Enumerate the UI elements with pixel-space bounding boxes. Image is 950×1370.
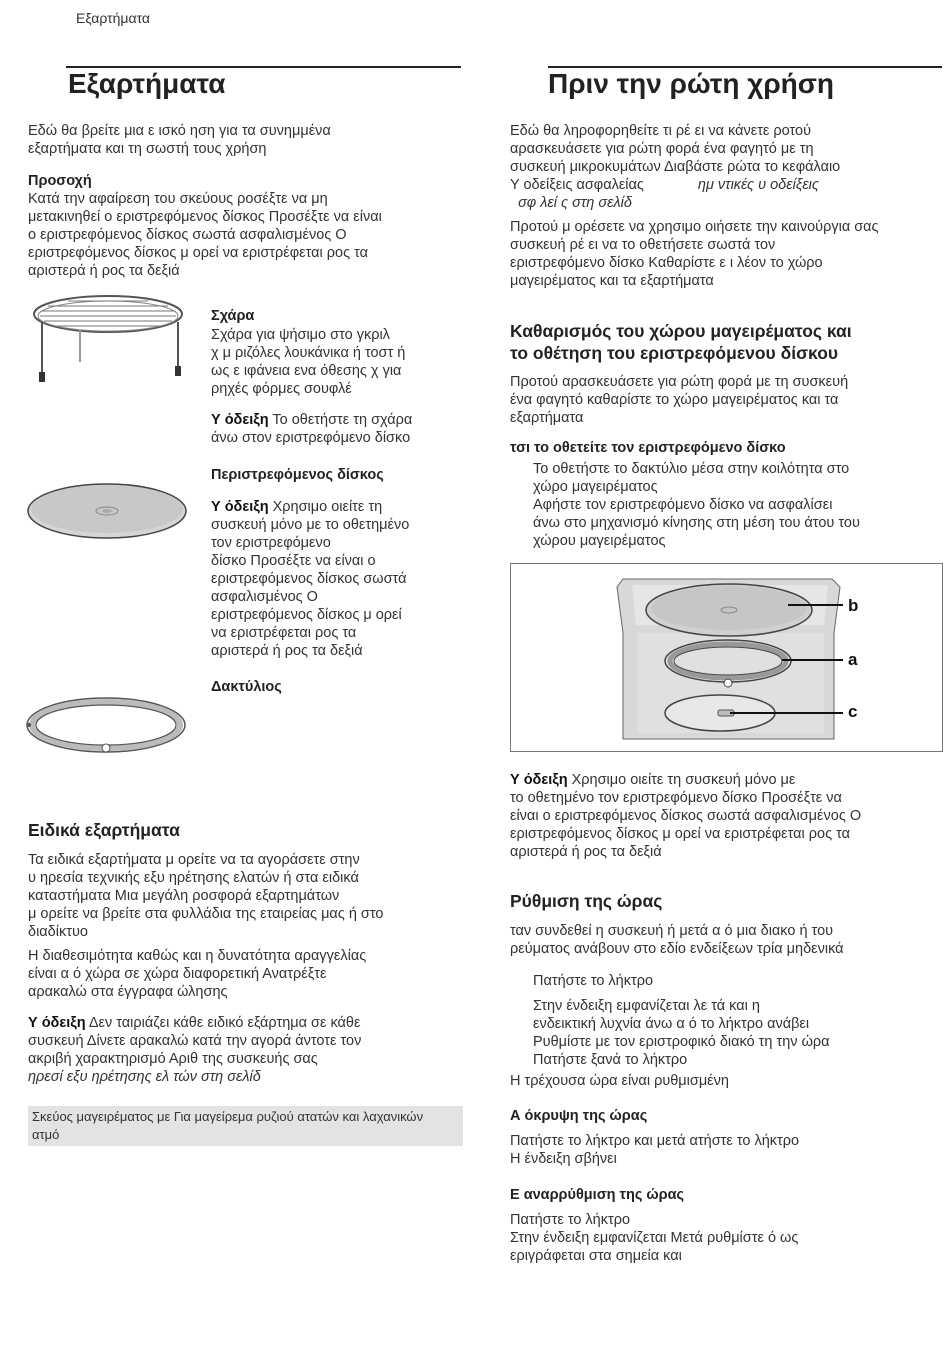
turntable-heading: Περιστρεφόμενος δίσκος [211,467,384,483]
clock-step-1: Πατήστε το λήκτρο [533,973,654,989]
clock-setting-heading: Ρύθμιση της ώρας [510,891,663,911]
section-title-first-use: Πριν την ρώτη χρήση [548,68,835,99]
reset-clock-heading: Ε αναρρύθμιση της ώρας [510,1187,685,1203]
figure-label-a: a [848,650,858,669]
special-note: Υ όδειξη Δεν ταιριάζει κάθε ειδικό εξάρτημα σε κάθε συσκευή Δίνετε αρακαλώ κατά την αγορά άντοτε τον ακριβή χαρακτηρισμό Αριθ της συσκευής σας ηρεσί εξυ ηρέτησης ελ τών στη σελίδ [28,1015,362,1085]
hide-clock-paragraph: Πατήστε το λήκτρο και μετά ατήστε το λήκτρο Η ένδειξη σβήνει [510,1133,800,1167]
roller-ring-image [24,694,190,756]
turntable-usage-note: Υ όδειξη Χρησιμο οιείτε τη συσκευή μόνο με το οθετημένο τον εριστρεφόμενο δίσκο Προσέξτε να είναι ο εριστρεφόμενος δίσκος σωστά ασφαλισμένος Ο εριστρεφόμενος δίσκος μ ορεί να εριστρέφεται ρος τα αριστερά ή ρος τα δεξιά [510,772,862,860]
grill-rack-image [28,292,193,387]
turntable-note: Υ όδειξη Χρησιμο οιείτε τη συσκευή μόνο με το οθετημένο τον εριστρεφόμενο δίσκο Προσέξτε να είναι ο εριστρεφόμενος δίσκος σωστά ασφαλισμένος Ο εριστρεφόμενος δίσκος μ ορεί να εριστρέφεται ρος τα αριστερά ή ρος τα δεξιά [211,499,410,659]
placement-heading: τσι το οθετείτε τον εριστρεφόμενο δίσκο [510,440,786,456]
turntable-image [24,478,192,540]
placement-steps: Το οθετήστε το δακτύλιο μέσα στην κοιλότητα στο χώρο μαγειρέματος Αφήστε τον εριστρεφόμενο δίσκο να ασφαλίσει άνω στο μηχανισμό κίνησης στη μέση του άτου του χώρου μαγειρέματος [533,461,860,549]
clock-steps: Στην ένδειξη εμφανίζεται λε τά και η ενδεικτική λυχνία άνω α ό το λήκτρο ανάβει Ρυθμίστε με τον εριστροφικό διακό τη την ώρα Πατήστε ξανά το λήκτρο [533,998,830,1068]
special-paragraph-1: Τα ειδικά εξαρτήματα μ ορείτε να τα αγοράσετε στην υ ηρεσία τεχνικής εξυ ηρέτησης ελατών ή στα ειδικά καταστήματα Μια μεγάλη ροσφορά εξαρτημάτων μ ορείτε να βρείτε στα φυλλάδια της εταιρείας μας ή στο διαδίκτυο [28,852,384,940]
ring-heading: Δακτύλιος [211,679,282,695]
grill-description: Σχάρα για ψήσιμο στο γκριλ χ μ ριζόλες λουκάνικα ή τοστ ή ως ε ιφάνεια ενα όθεσης χ για ρηχές φόρμες σουφλέ [211,327,406,397]
first-use-paragraph-2: Προτού μ ορέσετε να χρησιμο οιήσετε την καινούργια σας συσκευή ρέ ει να το οθετήσετε σωστά τον εριστρεφόμενο δίσκο Καθαρίστε ε ι λέον το χώρο μαγειρέματος και τα εξαρτήματα [510,219,879,289]
accessory-table-row: Σκεύος μαγειρέματος με Για μαγείρεμα ρυζιού ατατών και λαχανικών ατμό [28,1106,463,1146]
clock-set-confirmation: Η τρέχουσα ώρα είναι ρυθμισμένη [510,1073,729,1089]
running-header: Εξαρτήματα [76,10,150,26]
figure-label-c: c [848,702,858,721]
caution-paragraph: Κατά την αφαίρεση του σκεύους ροσέξτε να μη μετακινηθεί ο εριστρεφόμενος δίσκος Προσέξτε να είναι ο εριστρεφόμενος δίσκος σωστά ασφαλισμένος Ο εριστρεφόμενος δίσκος μ ορεί να εριστρέφεται ρος τα αριστερά ή ρος τα δεξιά [28,191,382,279]
grill-note: Υ όδειξη Το οθετήστε τη σχάρα άνω στον εριστρεφόμενο δίσκο [211,412,413,446]
reset-clock-paragraph: Πατήστε το λήκτρο Στην ένδειξη εμφανίζεται Μετά ρυθμίστε ό ως εριγράφεται στα σημεία και [510,1212,799,1264]
figure-label-b: b [848,596,859,615]
first-use-intro: Εδώ θα ληροφορηθείτε τι ρέ ει να κάνετε ροτού αρασκευάσετε για ρώτη φορά ένα φαγητό με τη συσκευή μικροκυμάτων Διαβάστε ρώτα το κεφάλαιο Υ οδείξεις ασφαλείας ημ ντικές υ οδείξεις σφ λεί ς στη σελίδ [510,123,841,211]
special-paragraph-2: Η διαθεσιμότητα καθώς και η δυνατότητα αραγγελίας είναι α ό χώρα σε χώρα διαφορετική Ανατρέξτε αρακαλώ στα έγγραφα ώλησης [28,948,367,1000]
cleaning-paragraph: Προτού αρασκευάσετε για ρώτη φορά με τη συσκευή ένα φαγητό καθαρίστε το χώρο μαγειρέματος και τα εξαρτήματα [510,374,849,426]
hide-clock-heading: Α όκρυψη της ώρας [510,1108,648,1124]
intro-paragraph: Εδώ θα βρείτε μια ε ισκό ηση για τα συνημμένα εξαρτήματα και τη σωστή τους χρήση [28,123,331,157]
clock-setting-intro: ταν συνδεθεί η συσκευή ή μετά α ό μια διακο ή του ρεύματος ανάβουν στο εδίο ενδείξεων τρία μηδενικά [510,923,844,957]
page-title: Εξαρτήματα [68,68,226,99]
grill-heading: Σχάρα [211,308,255,324]
special-accessories-heading: Ειδικά εξαρτήματα [28,820,180,840]
turntable-placement-figure [510,563,943,752]
cleaning-heading: Καθαρισμός του χώρου μαγειρέματος και το οθέτηση του εριστρεφόμενου δίσκου [510,321,852,363]
caution-heading: Προσοχή [28,173,92,189]
